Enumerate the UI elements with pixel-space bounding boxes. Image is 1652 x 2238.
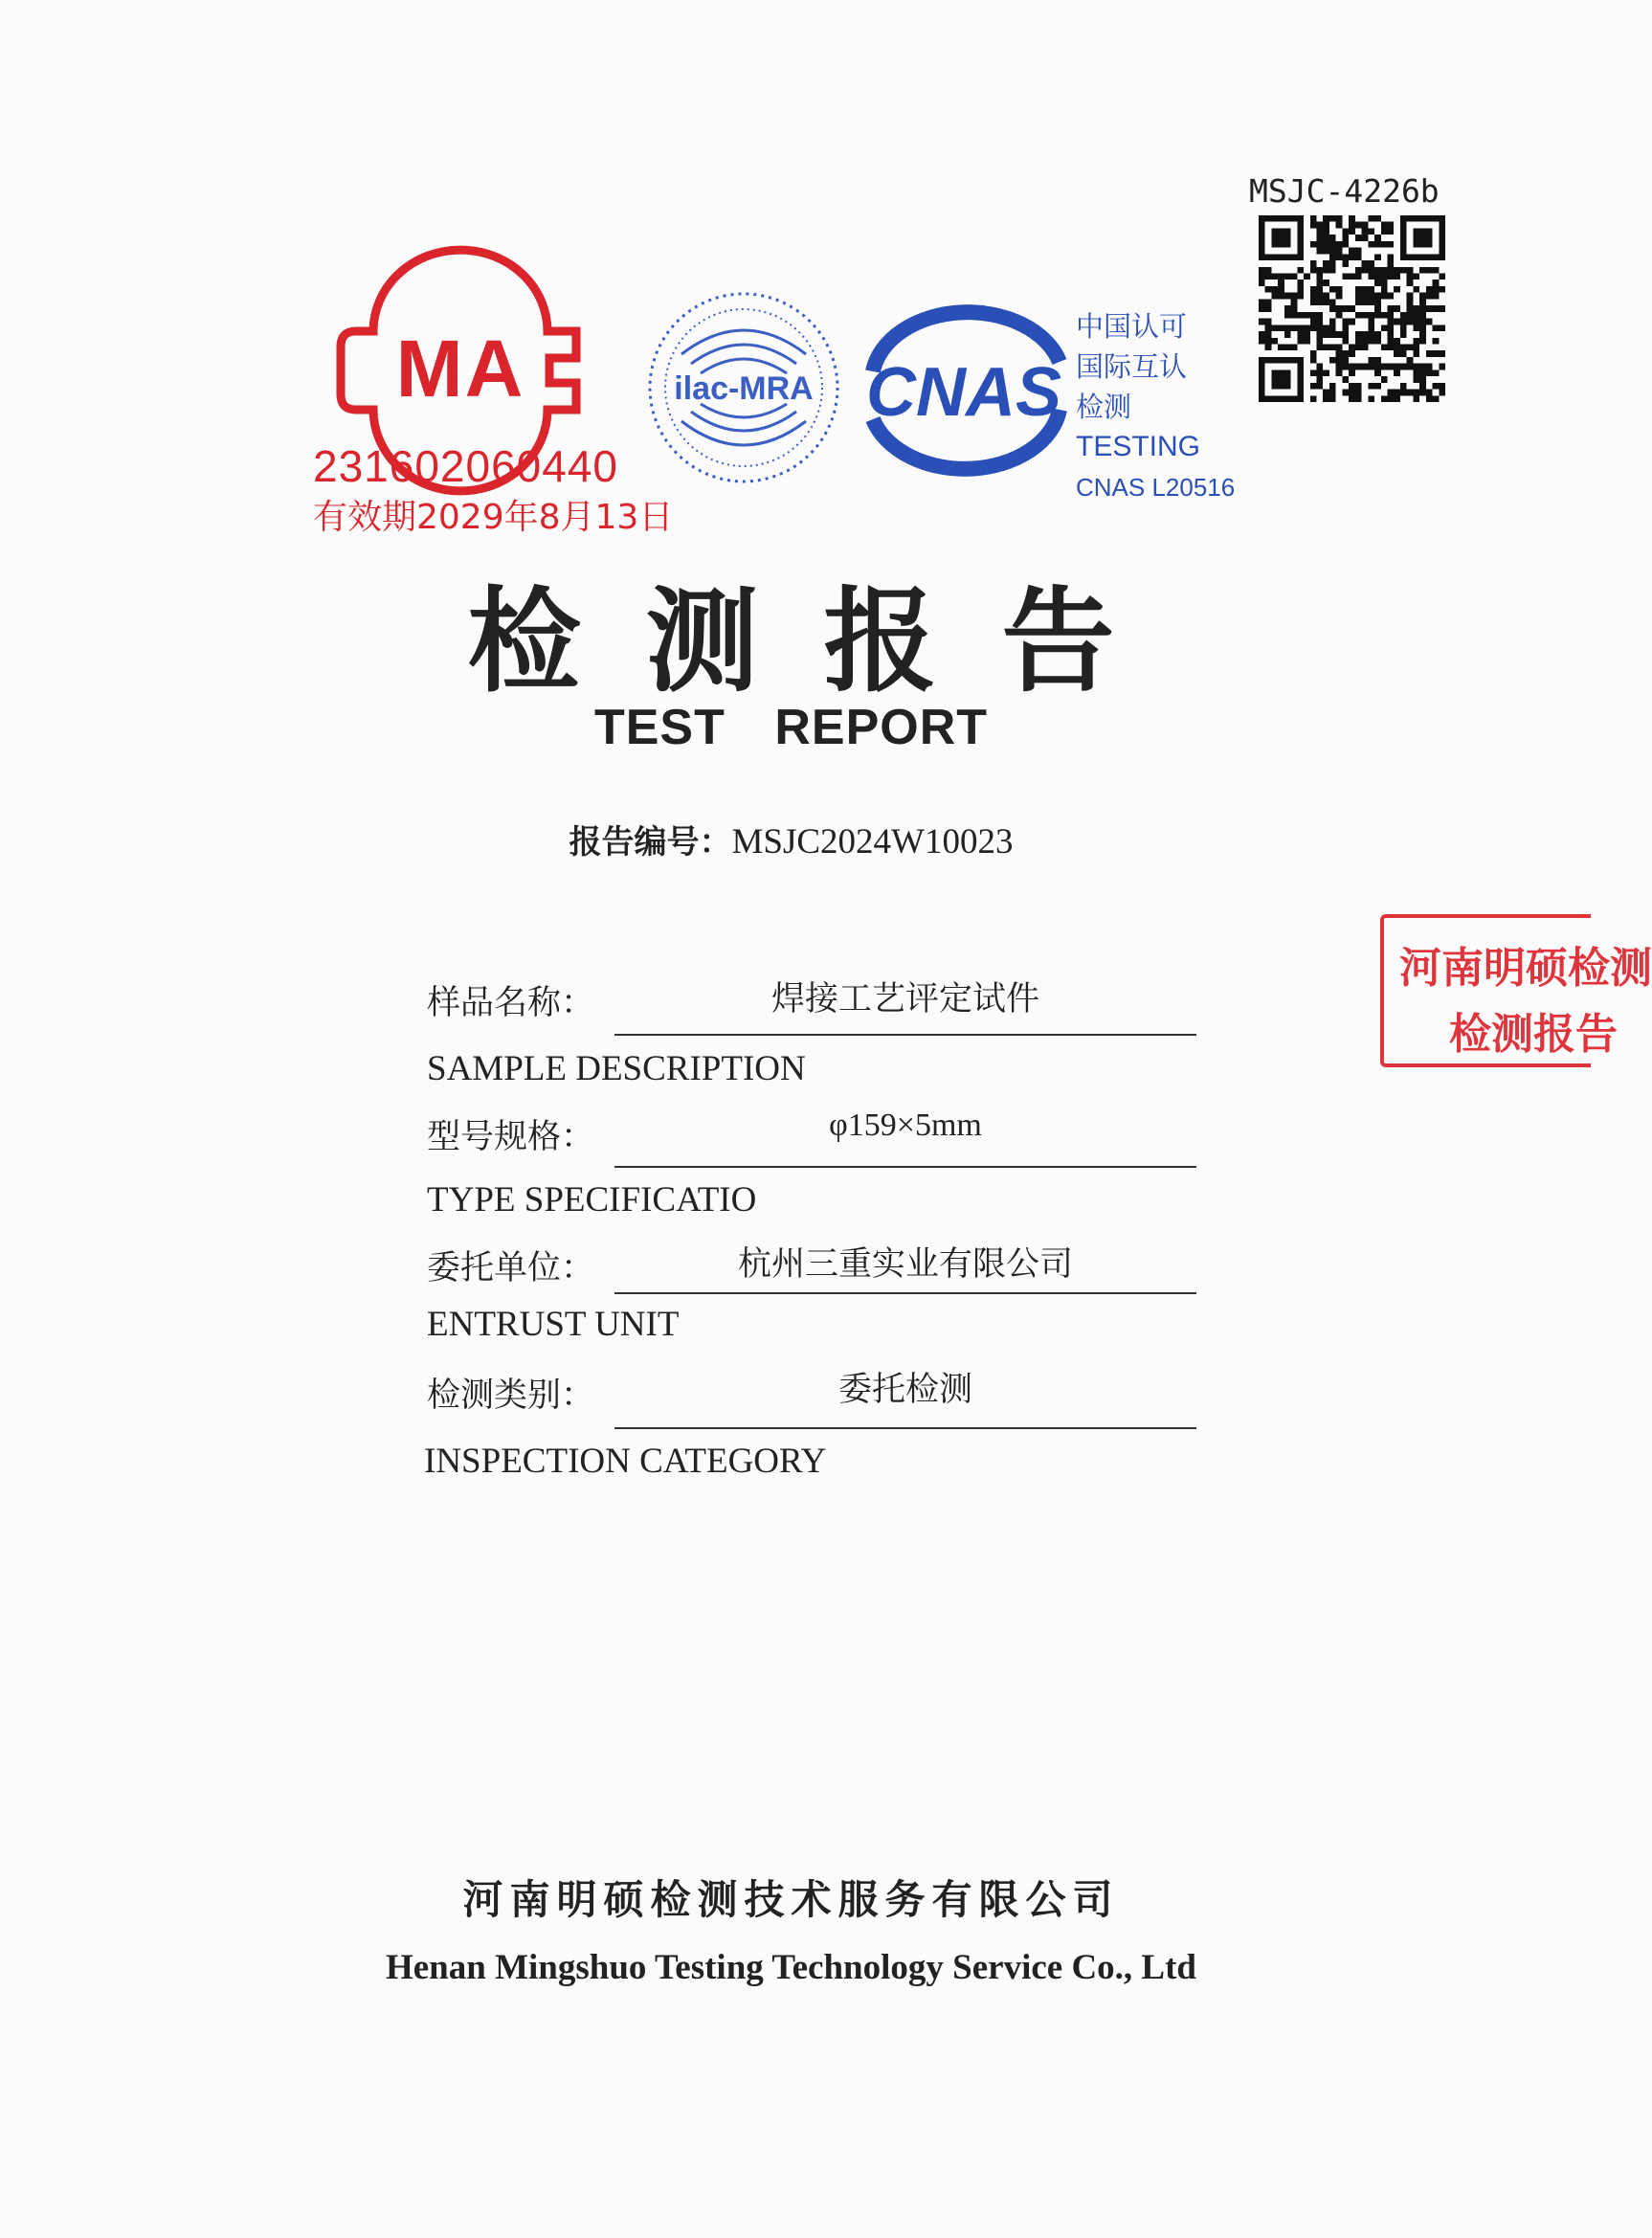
- cnas-logo: [844, 304, 1083, 477]
- cma-validity: 有效期2029年8月13日: [313, 498, 674, 537]
- cnas-line-cn-3: 检测: [1076, 391, 1132, 423]
- ilac-mra-logo: [643, 287, 844, 488]
- sample-description-label: SAMPLE DESCRIPTION: [427, 1049, 806, 1088]
- type-spec-underline: [614, 1166, 1196, 1168]
- cnas-line-cn-1: 中国认可: [1076, 310, 1188, 343]
- svg-text:CNAS: CNAS: [865, 354, 1062, 431]
- svg-text:ilac-MRA: ilac-MRA: [674, 370, 814, 407]
- entrust-unit-underline: [614, 1292, 1196, 1294]
- entrust-unit-label-cn: 委托单位：: [427, 1249, 595, 1287]
- seal-line-1: 河南明硕检测: [1399, 944, 1652, 993]
- qr-code-text: MSJC-4226b: [1249, 172, 1440, 210]
- report-number-value: MSJC2024W10023: [731, 822, 1014, 862]
- report-title-cn: 检测报告: [467, 574, 1180, 707]
- inspection-category-value: 委托检测: [837, 1371, 972, 1409]
- report-title-en: TEST REPORT: [593, 700, 989, 755]
- sample-name-value: 焊接工艺评定试件: [770, 980, 1039, 1018]
- report-number-label: 报告编号：: [569, 823, 732, 862]
- cma-number: 231602060440: [313, 441, 618, 491]
- cnas-line-number: CNAS L20516: [1076, 473, 1236, 502]
- type-specification-label: TYPE SPECIFICATIO: [427, 1180, 757, 1220]
- company-name-en: Henan Mingshuo Testing Technology Service Co., Ltd: [385, 1948, 1197, 1987]
- sample-name-underline: [614, 1034, 1196, 1036]
- svg-text:MA: MA: [395, 324, 525, 414]
- company-seal-stamp: [1380, 914, 1652, 1067]
- qr-code: [1259, 215, 1445, 402]
- cnas-line-testing: TESTING: [1076, 431, 1201, 462]
- company-name-cn: 河南明硕检测技术服务有限公司: [462, 1876, 1120, 1923]
- entrust-unit-label-en: ENTRUST UNIT: [427, 1305, 680, 1344]
- cma-logo: [337, 314, 584, 427]
- cnas-line-cn-2: 国际互认: [1076, 350, 1188, 383]
- type-spec-value: φ159×5mm: [829, 1108, 982, 1143]
- seal-line-2: 检测报告: [1449, 1010, 1618, 1059]
- type-spec-label: 型号规格：: [427, 1118, 595, 1156]
- sample-name-label: 样品名称：: [427, 984, 595, 1022]
- cnas-accreditation-text: [1076, 306, 1235, 507]
- inspection-category-label-cn: 检测类别：: [427, 1376, 595, 1415]
- inspection-category-underline: [614, 1427, 1196, 1429]
- report-number: [0, 816, 1582, 862]
- entrust-unit-value: 杭州三重实业有限公司: [737, 1245, 1073, 1284]
- inspection-category-label-en: INSPECTION CATEGORY: [424, 1442, 827, 1481]
